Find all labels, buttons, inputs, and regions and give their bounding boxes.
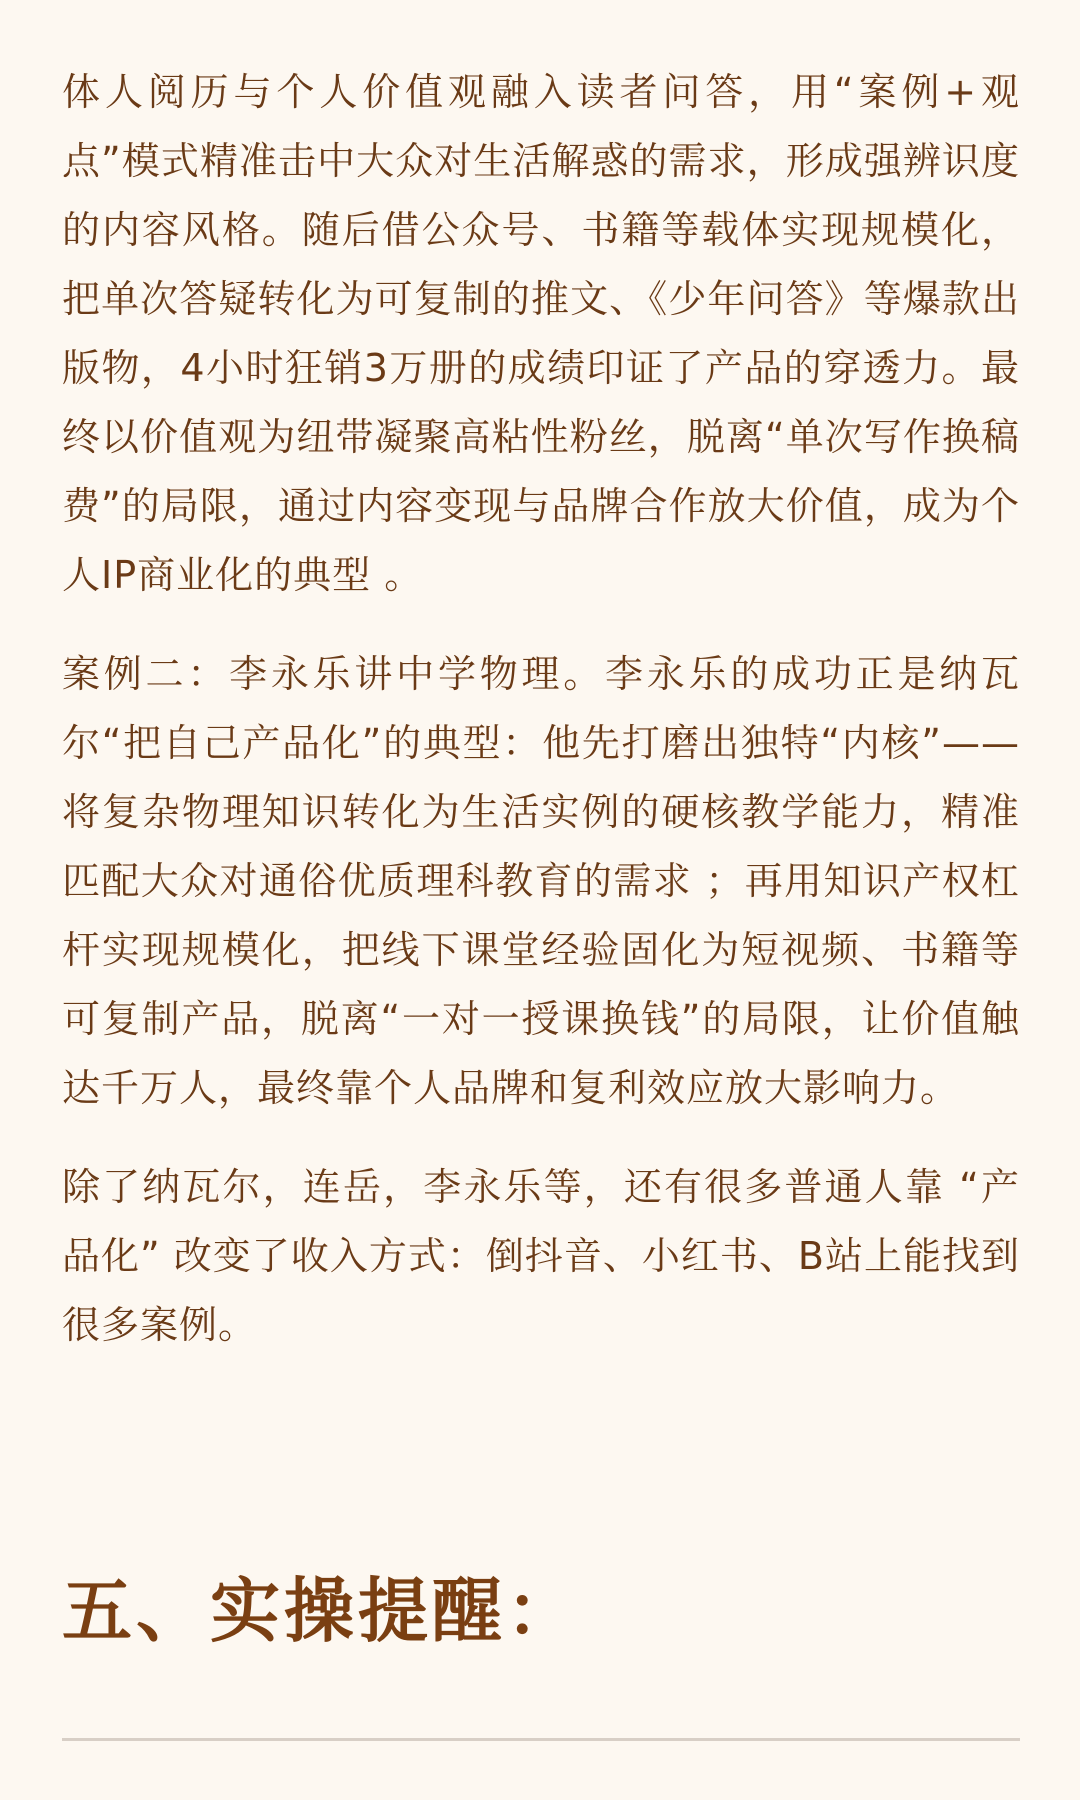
- section-heading: 五、实操提醒：: [62, 1570, 580, 1652]
- paragraph-case-one-continued: 体人阅历与个人价值观融入读者问答，用“案例+观点”模式精准击中大众对生活解惑的需求，形成强辨识度的内容风格。随后借公众号、书籍等载体实现规模化，把单次答疑转化为可复制的推文、《少年问答》等爆款出版物，4小时狂销3万册的成绩印证了产品的穿透力。最终以价值观为纽带凝聚高粘性粉丝，脱离“单次写作换稿费”的局限，通过内容变现与品牌合作放大价值，成为个人IP商业化的典型 。: [62, 70, 1020, 597]
- paragraph-summary: 除了纳瓦尔，连岳，李永乐等，还有很多普通人靠 “产品化” 改变了收入方式：倒抖音、小红书、B站上能找到很多案例。: [62, 1165, 1020, 1347]
- section-divider: [62, 1738, 1020, 1741]
- article-body: [62, 58, 1020, 1360]
- paragraph-case-two: 案例二：李永乐讲中学物理。李永乐的成功正是纳瓦尔“把自己产品化”的典型：他先打磨出独特“内核”——将复杂物理知识转化为生活实例的硬核教学能力，精准匹配大众对通俗优质理科教育的需求 ；再用知识产权杠杆实现规模化，把线下课堂经验固化为短视频、书籍等可复制产品，脱离“一对一授课换钱”的局限，让价值触达千万人，最终靠个人品牌和复利效应放大影响力。: [62, 652, 1020, 1110]
